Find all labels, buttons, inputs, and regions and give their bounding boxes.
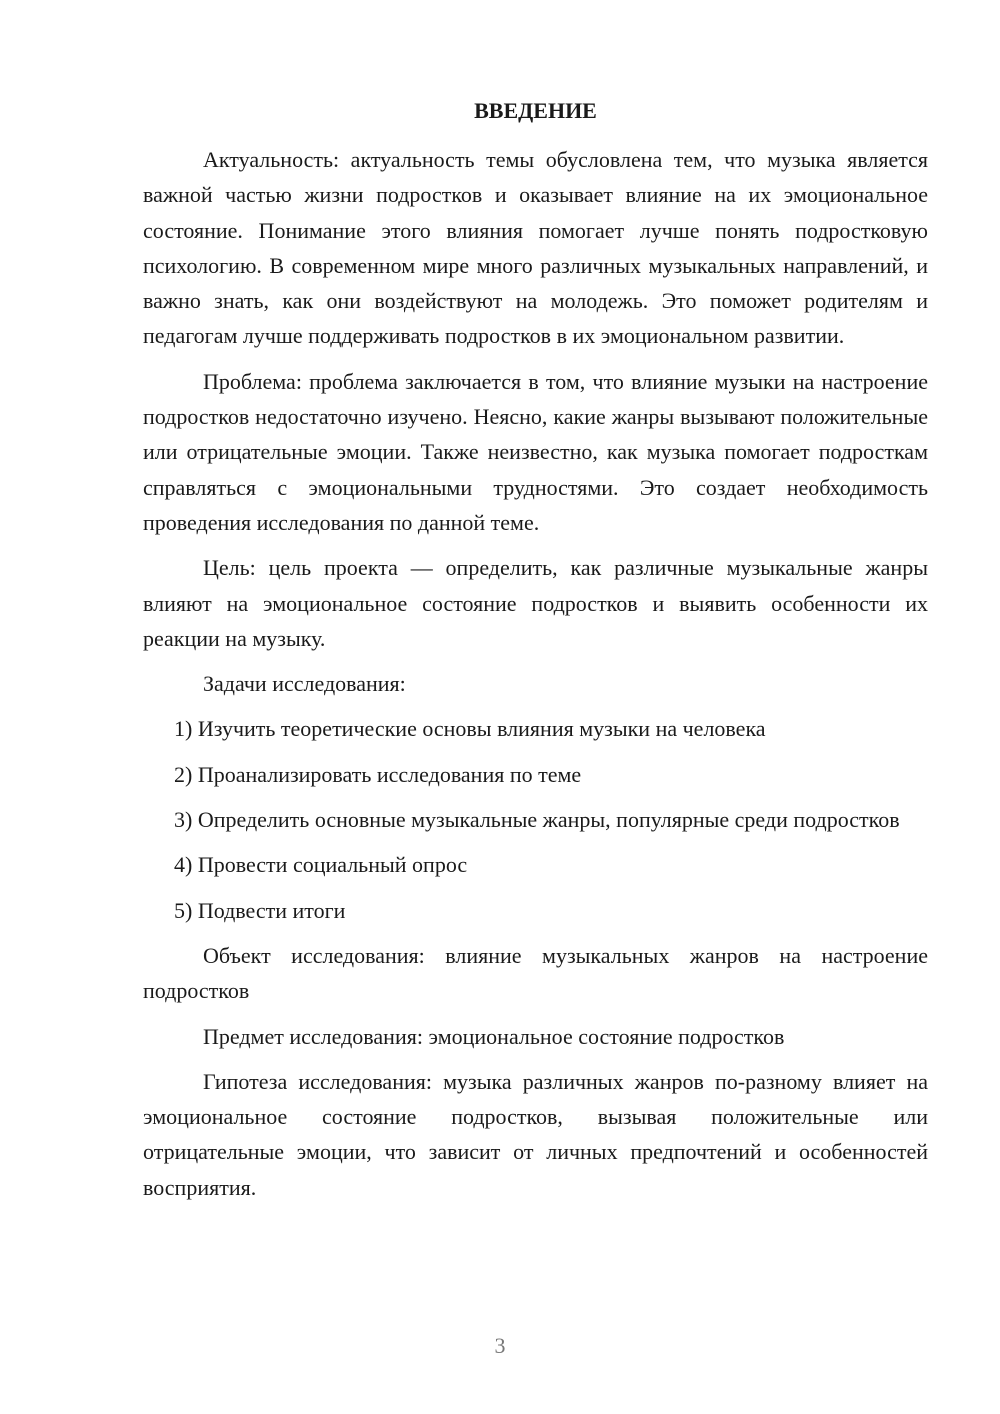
task-item-2: 2) Проанализировать исследования по теме <box>174 761 582 787</box>
paragraph-problem: Проблема: проблема заключается в том, что влияние музыки на настроение подростков недостаточно изучено. Неясно, какие жанры вызывают положительные или отрицательные эмоции. Также неизвестно, как музыка помогает подросткам справляться с эмоциональными трудностями. Это создает необходимость проведения исследования по данной теме. <box>143 368 928 535</box>
document-body <box>143 142 928 1215</box>
task-item-5: 5) Подвести итоги <box>174 897 346 923</box>
paragraph-subject: Предмет исследования: эмоциональное состояние подростков <box>203 1023 785 1049</box>
page-number: 3 <box>494 1333 506 1358</box>
section-heading: ВВЕДЕНИЕ <box>474 98 597 123</box>
paragraph-relevance: Актуальность: актуальность темы обусловлена тем, что музыка является важной частью жизни подростков и оказывает влияние на их эмоциональное состояние. Понимание этого влияния помогает лучше понять подростковую психологию. В современном мире много различных музыкальных направлений, и важно знать, как они воздействуют на молодежь. Это поможет родителям и педагогам лучше поддерживать подростков в их эмоциональном развитии. <box>143 147 928 349</box>
paragraph-object: Объект исследования: влияние музыкальных жанров на настроение подростков <box>143 942 928 1004</box>
paragraph-goal: Цель: цель проекта — определить, как различные музыкальные жанры влияют на эмоциональное состояние подростков и выявить особенности их реакции на музыку. <box>143 555 928 651</box>
task-item-3: 3) Определить основные музыкальные жанры, популярные среди подростков <box>174 807 900 833</box>
task-item-4: 4) Провести социальный опрос <box>174 852 468 878</box>
paragraph-hypothesis: Гипотеза исследования: музыка различных жанров по-разному влияет на эмоциональное состояние подростков, вызывая положительные или отрицательные эмоции, что зависит от личных предпочтений и особенностей восприятия. <box>143 1068 928 1200</box>
task-item-1: 1) Изучить теоретические основы влияния музыки на человека <box>174 716 766 742</box>
tasks-heading: Задачи исследования: <box>203 671 406 697</box>
